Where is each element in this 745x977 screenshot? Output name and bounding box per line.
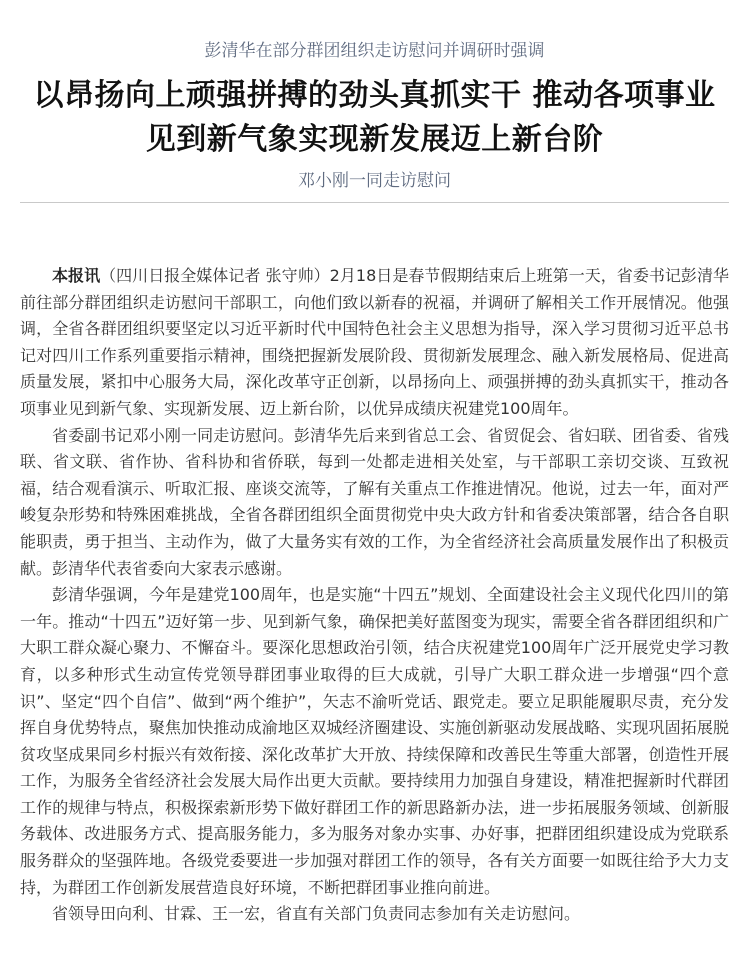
paragraph: 省委副书记邓小刚一同走访慰问。彭清华先后来到省总工会、省贸促会、省妇联、团省委、省残联、省文联、省作协、省科协和省侨联，每到一处都走进相关处室，与干部职工亲切交谈、互致祝福，结合观看演示、听取汇报、座谈交流等，了解有关重点工作推进情况。他说，过去一年，面对严峻复杂形势和特殊困难挑战，全省各群团组织全面贯彻党中央大政方针和省委决策部署，结合各自职能职责，勇于担当、主动作为，做了大量务实有效的工作，为全省经济社会高质量发展作出了积极贡献。彭清华代表省委向大家表示感谢。: [20, 425, 729, 578]
paragraph-text: （四川日报全媒体记者 张守帅）2月18日是春节假期结束后上班第一天，省委书记彭清华前往部分群团组织走访慰问干部职工，向他们致以新春的祝福，并调研了解相关工作开展情况。他强调，全省各群团组织要坚定以习近平新时代中国特色社会主义思想为指导，深入学习贯彻习近平总书记对四川工作系列重要指示精神，围绕把握新发展阶段、贯彻新发展理念、融入新发展格局、促进高质量发展，紧扣中心服务大局，深化改革守正创新，以昂扬向上、顽强拼搏的劲头真抓实干，推动各项事业见到新气象、实现新发展、迈上新台阶，以优异成绩庆祝建党100周年。: [20, 266, 729, 418]
kicker-line: 彭清华在部分群团组织走访慰问并调研时强调: [204, 41, 545, 61]
header-divider: [20, 202, 729, 203]
paragraph: 彭清华强调，今年是建党100周年，也是实施“十四五”规划、全面建设社会主义现代化四川的第一年。推动“十四五”迈好第一步、见到新气象，确保把美好蓝图变为现实，需要全省各群团组织和广大职工群众凝心聚力、不懈奋斗。要深化思想政治引领，结合庆祝建党100周年广泛开展党史学习教育，以多种形式生动宣传党领导群团事业取得的巨大成就，引导广大职工群众进一步增强“四个意识”、坚定“四个自信”、做到“两个维护”，矢志不渝听党话、跟党走。要立足职能履职尽责，充分发挥自身优势特点，聚焦加快推动成渝地区双城经济圈建设、实施创新驱动发展战略、实现巩固拓展脱贫攻坚成果同乡村振兴有效衔接、深化改革扩大开放、持续保障和改善民生等重大部署，创造性开展工作，为服务全省经济社会发展大局作出更大贡献。要持续用力加强自身建设，精准把握新时代群团工作的规律与特点，积极探索新形势下做好群团工作的新思路新办法，进一步拓展服务领域、创新服务载体、改进服务方式、提高服务能力，多为服务对象办实事、办好事，把群团组织建设成为党联系服务群众的坚强阵地。各级党委要进一步加强对群团工作的领导，各有关方面要一如既往给予大力支持，为群团工作创新发展营造良好环境，不断把群团事业推向前进。: [20, 585, 729, 897]
paragraph: 省领导田向利、甘霖、王一宏，省直有关部门负责同志参加有关走访慰问。: [52, 904, 581, 924]
lead-tag: 本报讯: [52, 266, 101, 285]
paragraph-lead: [20, 263, 729, 423]
article-headline: 以昂扬向上顽强拼搏的劲头真抓实干 推动各项事业见到新气象实现新发展迈上新台阶: [33, 78, 716, 157]
article-subtitle: 邓小刚一同走访慰问: [298, 171, 451, 191]
article-header: [20, 0, 729, 194]
article-body: [20, 263, 729, 928]
